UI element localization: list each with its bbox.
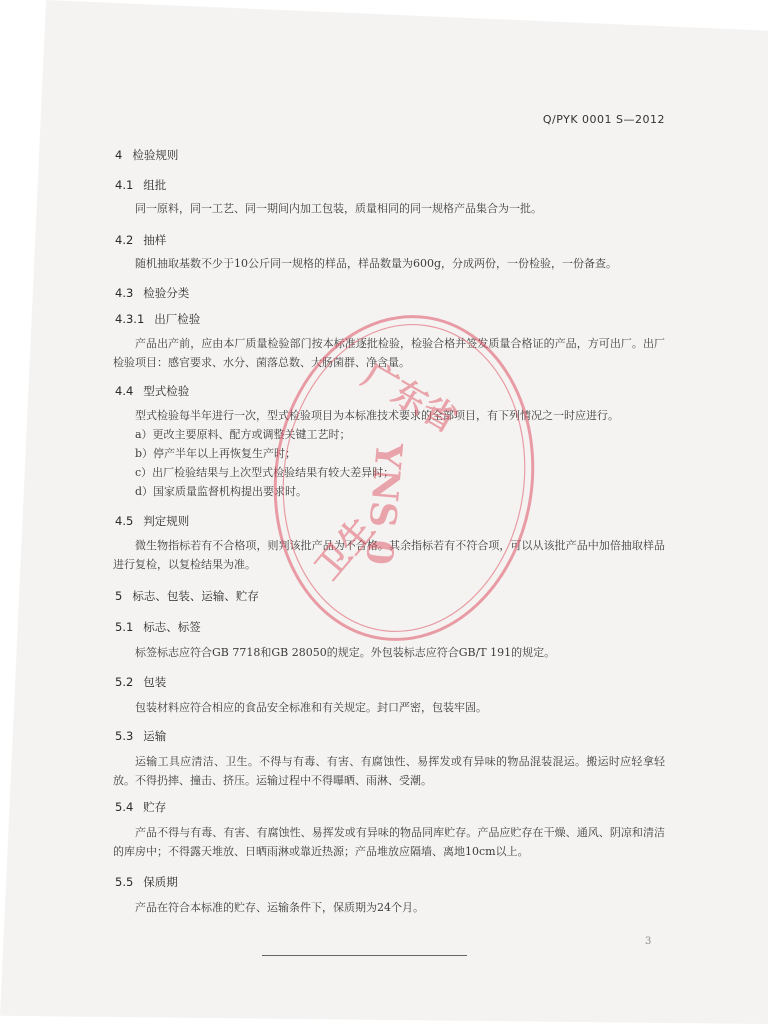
section-5-2-heading: [115, 674, 166, 690]
section-title: 型式检验: [143, 384, 190, 398]
section-title: 贮存: [143, 800, 167, 814]
section-4-1-text: 同一原料，同一工艺、同一期间内加工包装，质量相同的同一规格产品集合为一批。: [135, 202, 542, 215]
section-title: 判定规则: [143, 514, 190, 528]
svg-text:YNS 0: YNS 0: [357, 441, 410, 567]
section-number: 5.2: [115, 675, 134, 689]
list-item: c）出厂检验结果与上次型式检验结果有较大差异时；: [135, 466, 395, 479]
section-4-2-heading: [115, 232, 166, 248]
section-4-5-text: 微生物指标若有不合格项，则判该批产品为不合格。其余指标若有不符合项，可以从该批产品中加倍抽取样品进行复检，以复检结果为准。: [113, 539, 665, 571]
section-number: 5.1: [115, 620, 134, 634]
section-title: 标志、标签: [143, 620, 201, 634]
section-number: 4.3: [115, 286, 134, 300]
page-number: 3: [645, 936, 652, 947]
section-5-4-text: 产品不得与有毒、有害、有腐蚀性、易挥发或有异味的物品同库贮存。产品应贮存在干燥、通风、阴凉和清洁的库房中；不得露天堆放、日晒雨淋或靠近热源；产品堆放应隔墙、离地10cm以上。: [113, 826, 665, 858]
section-4-3-heading: [115, 285, 189, 301]
section-number: 5.4: [115, 800, 134, 814]
section-title: 标志、包装、运输、贮存: [132, 589, 259, 603]
section-number: 5.3: [115, 729, 134, 743]
section-title: 保质期: [143, 875, 178, 889]
section-4-1-heading: [115, 177, 166, 193]
standard-code: Q/PYK 0001 S—2012: [542, 113, 665, 126]
section-4-3-1-heading: [115, 311, 200, 327]
section-number: 4: [115, 148, 123, 162]
section-number: 5: [115, 589, 123, 603]
svg-text:卫生: 卫生: [308, 509, 383, 588]
section-5-5-heading: [115, 874, 178, 890]
section-title: 检验规则: [132, 148, 179, 162]
section-number: 4.1: [115, 178, 134, 192]
section-4-4-heading: [115, 383, 189, 399]
section-number: 4.3.1: [115, 312, 145, 326]
section-title: 抽样: [143, 233, 167, 247]
section-5-heading: [115, 588, 259, 604]
section-4-3-1-text: 产品出产前，应由本厂质量检验部门按本标准逐批检验，检验合格并签发质量合格证的产品，方可出厂。出厂检验项目：感官要求、水分、菌落总数、大肠菌群、净含量。: [113, 337, 665, 369]
section-5-1-text: 标签标志应符合GB 7718和GB 28050的规定。外包装标志应符合GB/T 191的规定。: [135, 646, 556, 659]
section-title: 检验分类: [143, 286, 190, 300]
list-item: d）国家质量监督机构提出要求时。: [135, 485, 308, 498]
section-5-3-heading: [115, 728, 166, 744]
section-title: 包装: [143, 675, 167, 689]
list-item: b）停产半年以上再恢复生产时；: [135, 447, 297, 460]
section-5-2-text: 包装材料应符合相应的食品安全标准和有关规定。封口严密，包装牢固。: [135, 701, 487, 714]
section-number: 4.4: [115, 384, 134, 398]
svg-text:广东省: 广东省: [355, 355, 464, 441]
section-number: 4.5: [115, 514, 134, 528]
section-title: 组批: [143, 178, 167, 192]
section-5-3-text: 运输工具应清洁、卫生。不得与有毒、有害、有腐蚀性、易挥发或有异味的物品混装混运。搬运时应轻拿轻放。不得扔摔、撞击、挤压。运输过程中不得曝晒、雨淋、受潮。: [113, 755, 665, 787]
section-5-5-text: 产品在符合本标准的贮存、运输条件下，保质期为24个月。: [135, 901, 424, 914]
section-title: 运输: [143, 729, 167, 743]
section-number: 4.2: [115, 233, 134, 247]
inspection-conditions-list: [135, 425, 394, 501]
section-4-2-text: 随机抽取基数不少于10公斤同一规格的样品，样品数量为600g，分成两份，一份检验，一份备查。: [135, 257, 618, 270]
section-5-1-heading: [115, 619, 201, 635]
section-number: 5.5: [115, 875, 134, 889]
footer-rule: [262, 955, 467, 956]
section-4-4-text: 型式检验每半年进行一次，型式检验项目为本标准技术要求的全部项目，有下列情况之一时应进行。: [135, 409, 619, 422]
section-4-heading: [115, 147, 178, 163]
section-title: 出厂检验: [154, 312, 201, 326]
section-4-5-heading: [115, 513, 189, 529]
section-5-4-heading: [115, 799, 166, 815]
list-item: a）更改主要原料、配方或调整关键工艺时；: [135, 428, 351, 441]
